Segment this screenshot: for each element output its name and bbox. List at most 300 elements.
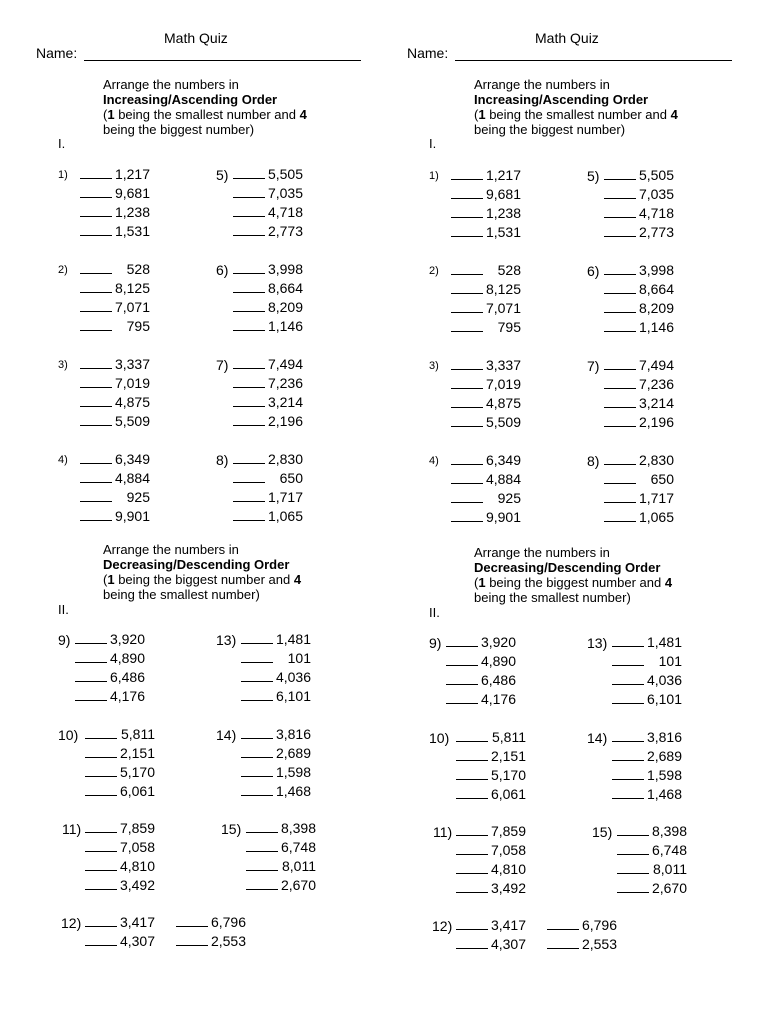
instruction-line [103, 572, 301, 587]
answer-blank[interactable] [246, 877, 278, 890]
question-label: 1) [58, 169, 68, 181]
answer-row [604, 413, 674, 432]
answer-row [604, 204, 674, 223]
answer-blank[interactable] [233, 413, 265, 426]
question-label: 2) [58, 264, 68, 276]
number-value: 8,125 [114, 280, 150, 296]
answer-row [233, 260, 303, 279]
answer-blank[interactable] [80, 166, 112, 179]
answer-blank[interactable] [233, 261, 265, 274]
answer-blank[interactable] [612, 786, 644, 799]
answer-blank[interactable] [80, 280, 112, 293]
answer-row [604, 451, 674, 470]
answer-blank[interactable] [451, 395, 483, 408]
number-value: 6,748 [651, 842, 687, 858]
instruction-number: 1 [478, 107, 486, 122]
answer-blank[interactable] [456, 936, 488, 949]
answer-row [85, 763, 155, 782]
answer-blank[interactable] [604, 357, 636, 370]
answer-row [604, 489, 674, 508]
answer-blank[interactable] [80, 299, 112, 312]
number-value: 7,236 [638, 376, 674, 392]
number-value: 925 [126, 489, 150, 505]
answer-blank[interactable] [612, 729, 644, 742]
answer-blank[interactable] [233, 356, 265, 369]
answer-blank[interactable] [80, 508, 112, 521]
answer-row [75, 687, 145, 706]
answer-row [233, 412, 303, 431]
number-value: 2,670 [280, 877, 316, 893]
answer-row [80, 355, 150, 374]
answer-row [604, 375, 674, 394]
answer-row [451, 489, 521, 508]
answer-blank[interactable] [85, 820, 117, 833]
answer-blank[interactable] [456, 767, 488, 780]
answer-blank[interactable] [604, 395, 636, 408]
instruction-number: 4 [670, 107, 678, 122]
number-value: 925 [497, 490, 521, 506]
answer-row [604, 508, 674, 527]
answer-row [451, 166, 521, 185]
answer-row [547, 916, 617, 935]
answer-row [246, 876, 316, 895]
answer-row [85, 857, 155, 876]
answer-blank[interactable] [241, 631, 273, 644]
answer-blank[interactable] [604, 224, 636, 237]
answer-blank[interactable] [604, 300, 636, 313]
answer-blank[interactable] [241, 783, 273, 796]
name-field[interactable] [84, 60, 361, 61]
answer-blank[interactable] [451, 186, 483, 199]
answer-row [604, 318, 674, 337]
answer-blank[interactable] [604, 205, 636, 218]
instruction-line: being the smallest number) [474, 590, 631, 605]
number-value: 2,830 [638, 452, 674, 468]
answer-blank[interactable] [446, 672, 478, 685]
question-label: 14) [587, 730, 608, 746]
answer-row [246, 857, 316, 876]
instruction-line: Arrange the numbers in [474, 77, 610, 92]
answer-row [241, 763, 311, 782]
answer-blank[interactable] [612, 767, 644, 780]
question-label: 8) [587, 453, 600, 469]
answer-row [446, 671, 516, 690]
number-value: 2,196 [638, 414, 674, 430]
number-value: 4,890 [480, 653, 516, 669]
answer-blank[interactable] [604, 186, 636, 199]
answer-blank[interactable] [617, 861, 649, 874]
number-value: 1,238 [114, 204, 150, 220]
answer-row [612, 785, 682, 804]
answer-blank[interactable] [233, 451, 265, 464]
question-label: 4) [58, 454, 68, 466]
number-value: 6,796 [581, 917, 617, 933]
number-value: 101 [658, 653, 682, 669]
answer-blank[interactable] [233, 470, 265, 483]
answer-row [617, 860, 687, 879]
answer-blank[interactable] [451, 357, 483, 370]
number-value: 7,019 [485, 376, 521, 392]
answer-blank[interactable] [80, 451, 112, 464]
answer-row [80, 412, 150, 431]
number-value: 3,920 [109, 631, 145, 647]
number-value: 7,058 [119, 839, 155, 855]
answer-row [241, 630, 311, 649]
instruction-line: being the smallest number) [103, 587, 260, 602]
answer-row [233, 184, 303, 203]
answer-blank[interactable] [80, 223, 112, 236]
number-value: 5,811 [121, 726, 155, 742]
name-label: Name: [407, 45, 449, 61]
answer-blank[interactable] [451, 167, 483, 180]
answer-blank[interactable] [80, 394, 112, 407]
answer-row [246, 819, 316, 838]
answer-row [456, 747, 526, 766]
answer-blank[interactable] [80, 261, 112, 274]
answer-row [612, 747, 682, 766]
answer-row [75, 649, 145, 668]
answer-blank[interactable] [80, 375, 112, 388]
number-value: 9,681 [485, 186, 521, 202]
name-field[interactable] [455, 60, 732, 61]
number-value: 1,065 [638, 509, 674, 525]
number-value: 1,598 [275, 764, 311, 780]
instruction-order: Increasing/Ascending Order [103, 92, 278, 107]
answer-blank[interactable] [233, 299, 265, 312]
instruction-text: ( [474, 107, 479, 122]
answer-blank[interactable] [446, 634, 478, 647]
answer-blank[interactable] [617, 842, 649, 855]
answer-blank[interactable] [451, 319, 483, 332]
answer-blank[interactable] [456, 786, 488, 799]
answer-row [612, 728, 682, 747]
number-value: 2,670 [651, 880, 687, 896]
answer-row [241, 725, 311, 744]
instruction-line: Arrange the numbers in [474, 545, 610, 560]
number-value: 1,146 [267, 318, 303, 334]
number-value: 7,494 [638, 357, 674, 373]
answer-row [451, 508, 521, 527]
answer-blank[interactable] [241, 688, 273, 701]
number-value: 3,214 [267, 394, 303, 410]
number-value: 2,553 [581, 936, 617, 952]
answer-blank[interactable] [604, 414, 636, 427]
answer-blank[interactable] [612, 672, 644, 685]
answer-blank[interactable] [612, 634, 644, 647]
answer-blank[interactable] [451, 471, 483, 484]
section-numeral: I. [58, 136, 66, 151]
answer-blank[interactable] [233, 508, 265, 521]
answer-blank[interactable] [547, 917, 579, 930]
answer-blank[interactable] [241, 745, 273, 758]
number-value: 7,859 [490, 823, 526, 839]
number-value: 5,505 [638, 167, 674, 183]
number-value: 1,217 [485, 167, 521, 183]
instruction-number: 4 [293, 572, 302, 587]
number-value: 9,681 [114, 185, 150, 201]
answer-blank[interactable] [75, 650, 107, 663]
question-label: 10) [429, 730, 450, 746]
instruction-text: being the smallest number and [114, 107, 300, 122]
answer-row [233, 203, 303, 222]
number-value: 1,065 [267, 508, 303, 524]
answer-blank[interactable] [246, 839, 278, 852]
quiz-title: Math Quiz [535, 30, 599, 46]
number-value: 3,920 [480, 634, 516, 650]
answer-blank[interactable] [85, 783, 117, 796]
answer-blank[interactable] [451, 490, 483, 503]
answer-row [456, 935, 526, 954]
answer-blank[interactable] [604, 452, 636, 465]
answer-blank[interactable] [456, 823, 488, 836]
answer-blank[interactable] [604, 471, 636, 484]
answer-row [456, 728, 526, 747]
answer-blank[interactable] [451, 414, 483, 427]
number-value: 4,810 [490, 861, 526, 877]
answer-blank[interactable] [85, 877, 117, 890]
answer-blank[interactable] [85, 764, 117, 777]
answer-blank[interactable] [451, 376, 483, 389]
answer-blank[interactable] [604, 281, 636, 294]
number-value: 2,830 [267, 451, 303, 467]
answer-blank[interactable] [75, 688, 107, 701]
number-value: 1,146 [638, 319, 674, 335]
answer-row [451, 185, 521, 204]
answer-blank[interactable] [456, 842, 488, 855]
instruction-text: being the biggest number and [485, 575, 665, 590]
number-value: 1,238 [485, 205, 521, 221]
answer-blank[interactable] [233, 394, 265, 407]
number-value: 8,664 [638, 281, 674, 297]
answer-row [233, 298, 303, 317]
question-label: 6) [587, 263, 600, 279]
answer-row [446, 652, 516, 671]
answer-row [233, 165, 303, 184]
number-value: 3,492 [490, 880, 526, 896]
answer-blank[interactable] [456, 880, 488, 893]
answer-row [85, 876, 155, 895]
answer-blank[interactable] [617, 880, 649, 893]
answer-row [451, 318, 521, 337]
question-label: 5) [587, 168, 600, 184]
answer-blank[interactable] [75, 669, 107, 682]
number-value: 1,217 [114, 166, 150, 182]
answer-blank[interactable] [604, 262, 636, 275]
answer-row [80, 374, 150, 393]
number-value: 4,875 [114, 394, 150, 410]
answer-row [612, 690, 682, 709]
number-value: 3,998 [267, 261, 303, 277]
answer-row [604, 223, 674, 242]
number-value: 3,417 [119, 914, 155, 930]
question-label: 13) [587, 635, 608, 651]
answer-blank[interactable] [80, 318, 112, 331]
answer-blank[interactable] [246, 858, 278, 871]
instruction-number: 1 [107, 572, 115, 587]
answer-row [85, 744, 155, 763]
instruction-number: 4 [664, 575, 673, 590]
answer-blank[interactable] [241, 726, 273, 739]
answer-blank[interactable] [233, 280, 265, 293]
answer-row [233, 507, 303, 526]
number-value: 4,176 [109, 688, 145, 704]
answer-blank[interactable] [612, 691, 644, 704]
answer-blank[interactable] [80, 356, 112, 369]
question-label: 6) [216, 262, 229, 278]
answer-blank[interactable] [604, 509, 636, 522]
answer-blank[interactable] [547, 936, 579, 949]
answer-row [451, 223, 521, 242]
answer-blank[interactable] [456, 917, 488, 930]
number-value: 6,061 [119, 783, 155, 799]
number-value: 6,486 [109, 669, 145, 685]
answer-blank[interactable] [75, 631, 107, 644]
answer-blank[interactable] [456, 861, 488, 874]
number-value: 8,398 [280, 820, 316, 836]
answer-blank[interactable] [612, 653, 644, 666]
question-label: 7) [587, 358, 600, 374]
number-value: 6,061 [490, 786, 526, 802]
number-value: 5,170 [119, 764, 155, 780]
answer-row [233, 469, 303, 488]
answer-row [80, 507, 150, 526]
answer-blank[interactable] [80, 489, 112, 502]
number-value: 8,011 [282, 858, 316, 874]
answer-blank[interactable] [451, 509, 483, 522]
answer-blank[interactable] [80, 470, 112, 483]
answer-row [451, 394, 521, 413]
number-value: 4,884 [485, 471, 521, 487]
number-value: 2,151 [119, 745, 155, 761]
answer-blank[interactable] [85, 726, 117, 739]
answer-blank[interactable] [85, 914, 117, 927]
answer-blank[interactable] [233, 375, 265, 388]
answer-blank[interactable] [233, 185, 265, 198]
number-value: 7,071 [114, 299, 150, 315]
answer-blank[interactable] [80, 204, 112, 217]
number-value: 1,717 [267, 489, 303, 505]
number-value: 3,337 [485, 357, 521, 373]
answer-blank[interactable] [176, 914, 208, 927]
answer-blank[interactable] [612, 748, 644, 761]
answer-row [451, 375, 521, 394]
answer-row [80, 393, 150, 412]
number-value: 4,176 [480, 691, 516, 707]
answer-blank[interactable] [451, 205, 483, 218]
instruction-line [474, 575, 672, 590]
answer-blank[interactable] [80, 185, 112, 198]
answer-blank[interactable] [456, 748, 488, 761]
answer-row [451, 413, 521, 432]
answer-blank[interactable] [241, 764, 273, 777]
answer-blank[interactable] [451, 281, 483, 294]
answer-blank[interactable] [246, 820, 278, 833]
answer-blank[interactable] [241, 650, 273, 663]
instruction-order: Decreasing/Descending Order [103, 557, 290, 572]
answer-blank[interactable] [233, 223, 265, 236]
number-value: 6,101 [275, 688, 311, 704]
answer-row [241, 649, 311, 668]
answer-blank[interactable] [604, 376, 636, 389]
number-value: 2,689 [275, 745, 311, 761]
answer-row [456, 785, 526, 804]
number-value: 2,773 [638, 224, 674, 240]
answer-blank[interactable] [233, 204, 265, 217]
answer-blank[interactable] [176, 933, 208, 946]
number-value: 1,717 [638, 490, 674, 506]
number-value: 4,875 [485, 395, 521, 411]
answer-blank[interactable] [617, 823, 649, 836]
question-label: 7) [216, 357, 229, 373]
answer-blank[interactable] [233, 318, 265, 331]
instruction-text: being the biggest number and [114, 572, 294, 587]
instruction-number: 4 [299, 107, 307, 122]
answer-blank[interactable] [446, 691, 478, 704]
answer-row [456, 766, 526, 785]
number-value: 7,058 [490, 842, 526, 858]
number-value: 5,505 [267, 166, 303, 182]
number-value: 1,531 [485, 224, 521, 240]
answer-row [85, 913, 155, 932]
question-label: 3) [58, 359, 68, 371]
answer-blank[interactable] [80, 413, 112, 426]
answer-row [80, 165, 150, 184]
number-value: 5,811 [492, 729, 526, 745]
answer-blank[interactable] [451, 300, 483, 313]
question-label: 2) [429, 265, 439, 277]
answer-row [246, 838, 316, 857]
number-value: 6,349 [485, 452, 521, 468]
name-label: Name: [36, 45, 78, 61]
question-label: 10) [58, 727, 79, 743]
instruction-line: being the biggest number) [103, 122, 255, 137]
answer-blank[interactable] [604, 319, 636, 332]
answer-blank[interactable] [85, 745, 117, 758]
answer-blank[interactable] [85, 839, 117, 852]
number-value: 8,209 [267, 299, 303, 315]
number-value: 2,553 [210, 933, 246, 949]
question-label: 5) [216, 167, 229, 183]
answer-blank[interactable] [451, 452, 483, 465]
number-value: 8,398 [651, 823, 687, 839]
answer-blank[interactable] [456, 729, 488, 742]
answer-row [80, 279, 150, 298]
answer-row [80, 203, 150, 222]
number-value: 6,748 [280, 839, 316, 855]
number-value: 4,307 [119, 933, 155, 949]
number-value: 7,494 [267, 356, 303, 372]
number-value: 6,796 [210, 914, 246, 930]
answer-blank[interactable] [604, 490, 636, 503]
answer-blank[interactable] [451, 262, 483, 275]
answer-row [233, 355, 303, 374]
answer-row [456, 916, 526, 935]
answer-row [604, 280, 674, 299]
number-value: 4,036 [646, 672, 682, 688]
answer-row [604, 166, 674, 185]
answer-blank[interactable] [233, 489, 265, 502]
answer-blank[interactable] [604, 167, 636, 180]
answer-blank[interactable] [233, 166, 265, 179]
answer-blank[interactable] [451, 224, 483, 237]
answer-blank[interactable] [85, 933, 117, 946]
answer-blank[interactable] [446, 653, 478, 666]
answer-row [451, 261, 521, 280]
answer-row [80, 317, 150, 336]
answer-blank[interactable] [241, 669, 273, 682]
question-label: 15) [221, 821, 242, 837]
answer-blank[interactable] [85, 858, 117, 871]
